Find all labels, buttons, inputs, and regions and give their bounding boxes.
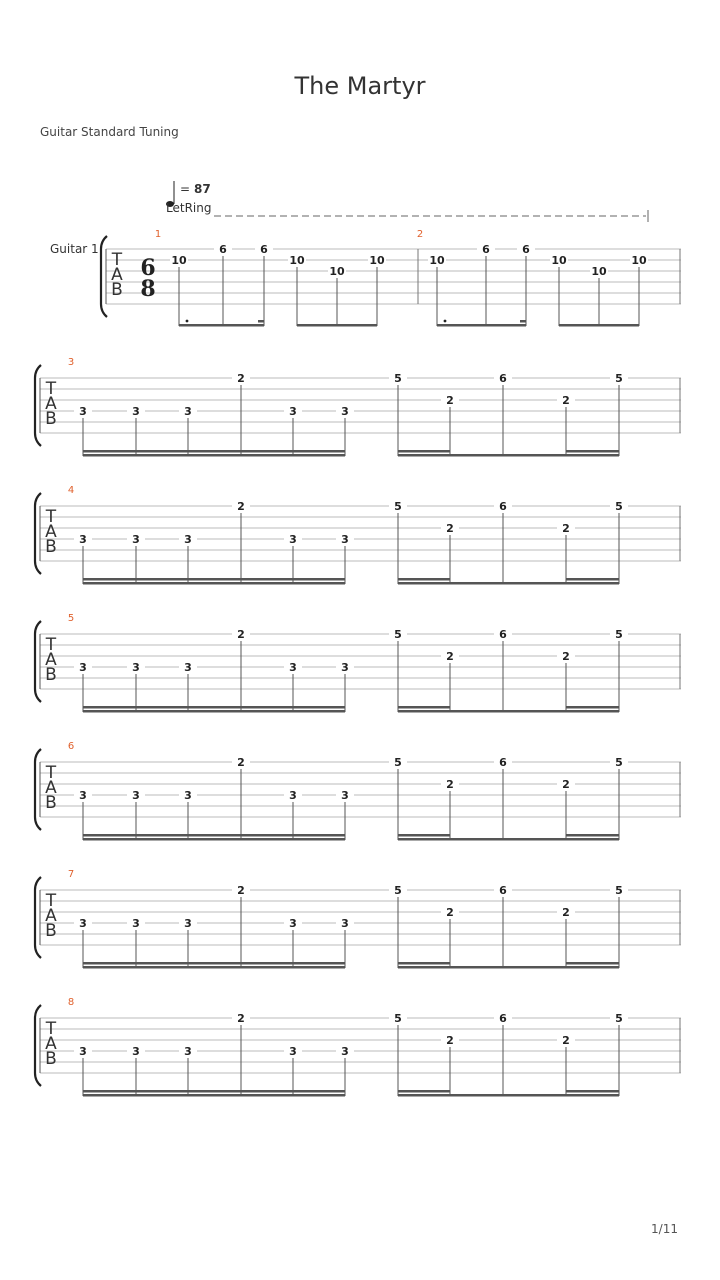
note-fret-number: 5	[615, 884, 623, 897]
note-fret-number: 3	[132, 917, 140, 930]
note-fret-number: 2	[562, 522, 570, 535]
tempo-bpm: 87	[194, 182, 211, 196]
note-fret-number: 3	[289, 789, 297, 802]
riff-staff-5-tab-letter: T	[45, 635, 57, 655]
riff-staff-5-tab-letter: A	[45, 650, 57, 670]
note-fret-number: 3	[289, 1045, 297, 1058]
note-fret-number: 5	[615, 628, 623, 641]
beam	[83, 450, 345, 453]
measure-number: 6	[67, 741, 75, 752]
note-fret-number: 2	[446, 778, 454, 791]
riff-staff-6-tab-letter: B	[45, 793, 57, 813]
dot	[444, 320, 447, 323]
note-fret-number: 10	[591, 265, 607, 278]
note-fret-number: 10	[429, 254, 445, 267]
riff-staff-7-tab-letter: A	[45, 906, 57, 926]
note-fret-number: 3	[289, 533, 297, 546]
note-fret-number: 5	[394, 372, 402, 385]
note-fret-number: 3	[289, 405, 297, 418]
beam	[83, 838, 345, 841]
riff-staff-4-tab-letter: T	[45, 507, 57, 527]
note-fret-number: 5	[615, 756, 623, 769]
beam	[398, 710, 619, 713]
note-fret-number: 2	[562, 1034, 570, 1047]
measure-number: 1	[154, 229, 162, 240]
riff-staff-6-tab-letter: T	[45, 763, 57, 783]
note-fret-number: 6	[499, 500, 507, 513]
note-fret-number: 6	[522, 243, 530, 256]
note-fret-number: 6	[499, 1012, 507, 1025]
measure-number: 4	[67, 485, 75, 496]
beam	[398, 454, 619, 457]
note-fret-number: 6	[499, 756, 507, 769]
beam	[398, 1094, 619, 1097]
riff-staff-3-tab-letter: B	[45, 409, 57, 429]
note-fret-number: 5	[615, 372, 623, 385]
time-signature-bottom: 8	[140, 276, 156, 302]
page-indicator: 1/11	[651, 1222, 678, 1236]
note-fret-number: 2	[237, 884, 245, 897]
beam	[566, 962, 619, 965]
note-fret-number: 2	[237, 372, 245, 385]
beam	[437, 324, 526, 327]
riff-staff-5-tab-letter: B	[45, 665, 57, 685]
note-fret-number: 3	[289, 661, 297, 674]
beam	[83, 454, 345, 457]
beam	[83, 582, 345, 585]
beam	[398, 1090, 450, 1093]
note-fret-number: 3	[79, 789, 87, 802]
beam	[566, 834, 619, 837]
beam	[83, 1094, 345, 1097]
note-fret-number: 3	[184, 917, 192, 930]
note-fret-number: 3	[79, 405, 87, 418]
beam	[566, 706, 619, 709]
beam	[398, 450, 450, 453]
beam	[83, 966, 345, 969]
beam	[83, 578, 345, 581]
riff-staff-6-tab-letter: A	[45, 778, 57, 798]
note-fret-number: 3	[341, 533, 349, 546]
note-fret-number: 10	[289, 254, 305, 267]
measure-number: 3	[67, 357, 75, 368]
note-fret-number: 10	[329, 265, 345, 278]
riff-staff-8-tab-letter: B	[45, 1049, 57, 1069]
note-fret-number: 10	[551, 254, 567, 267]
riff-staff-4-tab-letter: B	[45, 537, 57, 557]
note-fret-number: 3	[132, 661, 140, 674]
note-fret-number: 10	[171, 254, 187, 267]
note-fret-number: 2	[562, 394, 570, 407]
note-fret-number: 5	[394, 628, 402, 641]
note-fret-number: 2	[446, 522, 454, 535]
measure-number: 7	[67, 869, 75, 880]
note-fret-number: 6	[260, 243, 268, 256]
let-ring-label: LetRing	[166, 201, 212, 215]
note-fret-number: 5	[615, 1012, 623, 1025]
beam	[559, 324, 639, 327]
beam	[83, 962, 345, 965]
note-fret-number: 2	[237, 500, 245, 513]
note-fret-number: 3	[132, 789, 140, 802]
note-fret-number: 6	[499, 628, 507, 641]
note-fret-number: 2	[446, 906, 454, 919]
note-fret-number: 3	[132, 405, 140, 418]
beam	[83, 706, 345, 709]
page-title: The Martyr	[294, 72, 426, 100]
measure-number: 2	[416, 229, 424, 240]
intro-staff-tab-letter: B	[111, 280, 123, 300]
riff-staff-4-tab-letter: A	[45, 522, 57, 542]
beam	[398, 838, 619, 841]
note-fret-number: 3	[132, 1045, 140, 1058]
note-fret-number: 3	[184, 405, 192, 418]
note-fret-number: 3	[79, 661, 87, 674]
note-fret-number: 5	[615, 500, 623, 513]
note-fret-number: 5	[394, 884, 402, 897]
note-fret-number: 3	[79, 917, 87, 930]
note-fret-number: 3	[184, 1045, 192, 1058]
beam	[398, 834, 450, 837]
riff-staff-7-tab-letter: T	[45, 891, 57, 911]
beam	[398, 966, 619, 969]
intro-staff-tab-letter: T	[111, 250, 123, 270]
note-fret-number: 3	[79, 1045, 87, 1058]
beam	[398, 582, 619, 585]
beam-partial	[520, 320, 526, 323]
note-fret-number: 2	[562, 906, 570, 919]
note-fret-number: 3	[184, 661, 192, 674]
riff-staff-3-tab-letter: A	[45, 394, 57, 414]
note-fret-number: 5	[394, 756, 402, 769]
note-fret-number: 2	[237, 756, 245, 769]
note-fret-number: 3	[341, 661, 349, 674]
beam	[566, 450, 619, 453]
beam-partial	[258, 320, 264, 323]
beam	[83, 834, 345, 837]
beam	[297, 324, 377, 327]
beam	[566, 578, 619, 581]
note-fret-number: 10	[369, 254, 385, 267]
riff-staff-8-tab-letter: A	[45, 1034, 57, 1054]
measure-number: 5	[67, 613, 75, 624]
note-fret-number: 2	[446, 1034, 454, 1047]
note-fret-number: 2	[562, 778, 570, 791]
note-fret-number: 6	[499, 884, 507, 897]
track-name: Guitar 1	[50, 242, 99, 256]
note-fret-number: 10	[631, 254, 647, 267]
note-fret-number: 3	[341, 1045, 349, 1058]
note-fret-number: 5	[394, 500, 402, 513]
measure-number: 8	[67, 997, 75, 1008]
note-fret-number: 3	[289, 917, 297, 930]
beam	[398, 578, 450, 581]
intro-staff-tab-letter: A	[111, 265, 123, 285]
riff-staff-3-tab-letter: T	[45, 379, 57, 399]
note-fret-number: 3	[184, 533, 192, 546]
note-fret-number: 6	[219, 243, 227, 256]
note-fret-number: 2	[562, 650, 570, 663]
beam	[398, 962, 450, 965]
note-fret-number: 2	[237, 628, 245, 641]
note-fret-number: 6	[482, 243, 490, 256]
beam	[179, 324, 264, 327]
note-fret-number: 3	[79, 533, 87, 546]
note-fret-number: 3	[341, 789, 349, 802]
beam	[566, 1090, 619, 1093]
riff-staff-7-tab-letter: B	[45, 921, 57, 941]
beam	[83, 710, 345, 713]
dot	[186, 320, 189, 323]
tuning-label: Guitar Standard Tuning	[40, 125, 179, 139]
note-fret-number: 6	[499, 372, 507, 385]
beam	[398, 706, 450, 709]
tempo-equals: =	[180, 182, 191, 196]
beam	[83, 1090, 345, 1093]
note-fret-number: 2	[446, 650, 454, 663]
note-fret-number: 2	[446, 394, 454, 407]
riff-staff-8-tab-letter: T	[45, 1019, 57, 1039]
note-fret-number: 3	[184, 789, 192, 802]
note-fret-number: 3	[132, 533, 140, 546]
note-fret-number: 5	[394, 1012, 402, 1025]
note-fret-number: 3	[341, 405, 349, 418]
note-fret-number: 3	[341, 917, 349, 930]
time-signature-top: 6	[140, 255, 156, 281]
note-fret-number: 2	[237, 1012, 245, 1025]
